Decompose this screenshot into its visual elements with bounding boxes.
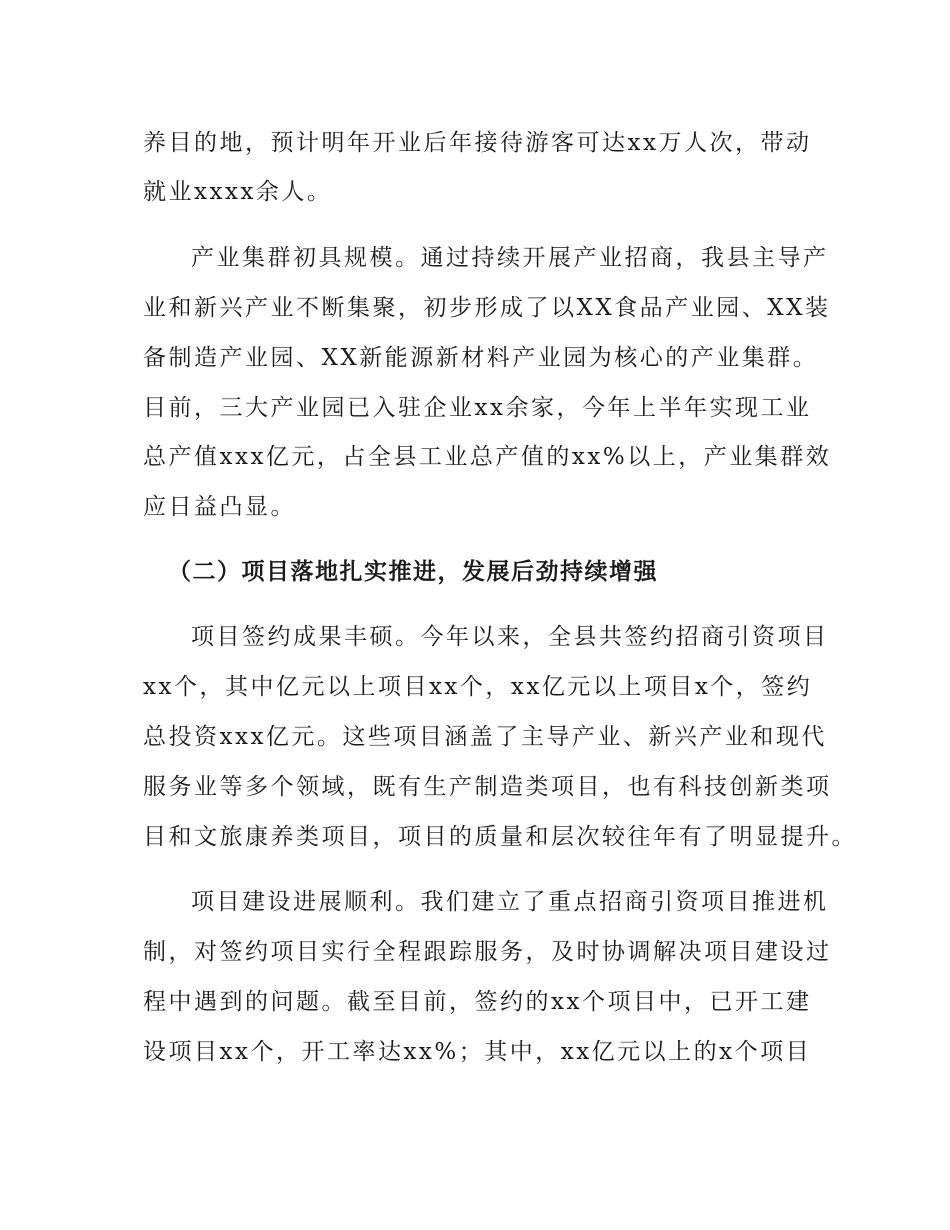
project-signing-line-3: 总投资xxx亿元。这些项目涵盖了主导产业、新兴产业和现代 bbox=[143, 724, 827, 750]
intro-line-2: 就业xxxx余人。 bbox=[143, 179, 333, 205]
project-signing-line-5: 目和文旅康养类项目，项目的质量和层次较往年有了明显提升。 bbox=[143, 824, 857, 850]
project-construction-line-2: 制，对签约项目实行全程跟踪服务，及时协调解决项目建设过 bbox=[143, 939, 832, 965]
industry-cluster-line-3: 备制造产业园、XX新能源新材料产业园为核心的产业集群。 bbox=[143, 345, 819, 371]
project-construction-line-1: 项目建设进展顺利。我们建立了重点招商引资项目推进机 bbox=[191, 889, 829, 915]
section-heading: （二）项目落地扎实推进，发展后劲持续增强 bbox=[168, 559, 658, 585]
project-construction-line-3: 程中遇到的问题。截至目前，签约的xx个项目中，已开工建 bbox=[143, 989, 812, 1015]
project-signing-line-1: 项目签约成果丰硕。今年以来，全县共签约招商引资项目 bbox=[191, 624, 829, 650]
industry-cluster-line-2: 业和新兴产业不断集聚，初步形成了以XX食品产业园、XX装 bbox=[143, 295, 831, 321]
project-construction-line-4: 设项目xx个，开工率达xx%；其中，xx亿元以上的x个项目 bbox=[143, 1039, 812, 1065]
industry-cluster-line-6: 应日益凸显。 bbox=[143, 494, 296, 520]
project-signing-line-4: 服务业等多个领域，既有生产制造类项目，也有科技创新类项 bbox=[143, 774, 832, 800]
project-signing-line-2: xx个，其中亿元以上项目xx个，xx亿元以上项目x个，签约 bbox=[143, 674, 813, 700]
industry-cluster-line-5: 总产值xxx亿元，占全县工业总产值的xx%以上，产业集群效 bbox=[143, 444, 832, 470]
intro-line-1: 养目的地，预计明年开业后年接待游客可达xx万人次，带动 bbox=[143, 130, 812, 156]
industry-cluster-line-1: 产业集群初具规模。通过持续开展产业招商，我县主导产 bbox=[191, 245, 829, 271]
industry-cluster-line-4: 目前，三大产业园已入驻企业xx余家，今年上半年实现工业 bbox=[143, 395, 812, 421]
